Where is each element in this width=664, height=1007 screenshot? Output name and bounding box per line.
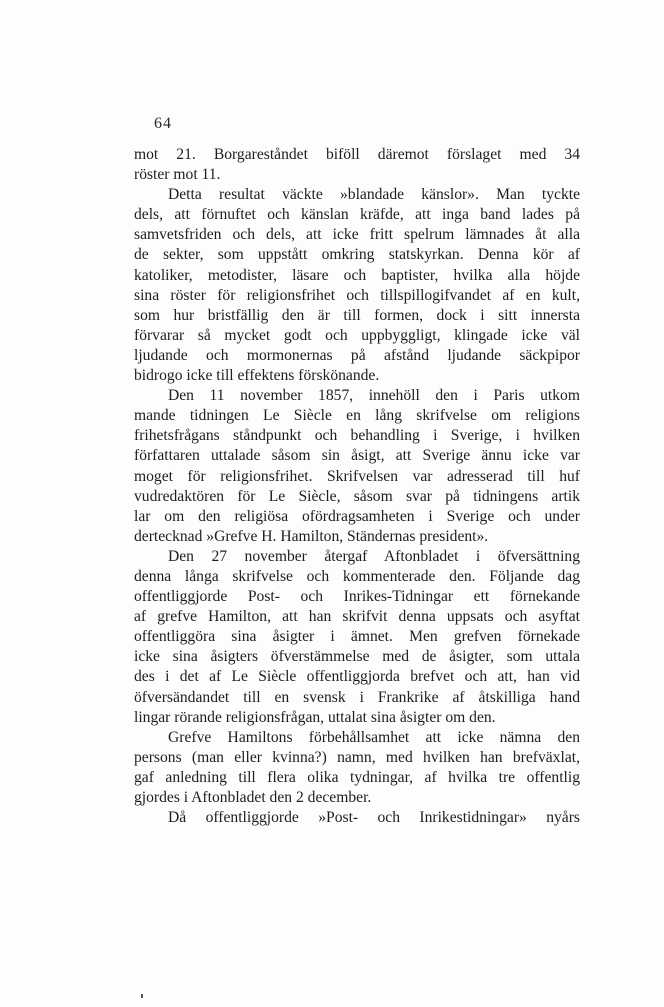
text-line: lar om den religiösa ofördragsamheten i Sverige och under (134, 507, 580, 525)
body-text (134, 145, 580, 828)
text-line: bidrogo icke till effektens förskönande. (134, 367, 380, 385)
text-line: gjordes i Aftonbladet den 2 december. (134, 789, 372, 806)
text-line: Detta resultat väckte »blandade känslor». Man tyckte (168, 186, 580, 204)
text-line: icke sina åsigters öfverstämmelse med de åsigter, som uttala (134, 648, 580, 666)
page-number: 64 (154, 115, 172, 132)
text-line: mande tidningen Le Siècle en lång skrifvelse om religions (134, 407, 580, 425)
text-line: dels, att förnuftet och känslan kräfde, att inga band lades på (134, 206, 580, 224)
text-line: offentliggjorde Post- och Inrikes-Tidningar ett förnekande (134, 588, 580, 606)
text-line: dertecknad »Grefve H. Hamilton, Ständernas president». (134, 527, 489, 545)
text-line: katoliker, metodister, läsare och baptister, hvilka alla höjde (134, 266, 580, 284)
text-line: vudredaktören för Le Siècle, såsom svar på tidningens artik (134, 487, 580, 505)
text-line: mot 21. Borgareståndet biföll däremot förslaget med 34 (134, 146, 580, 163)
text-line: röster mot 11. (134, 166, 221, 184)
text-line: offentliggöra sina åsigter i ämnet. Men grefven förnekade (134, 628, 580, 646)
text-line: öfversändandet till en svensk i Frankrike af åtskilliga hand (134, 688, 580, 706)
text-line: författaren uttalade såsom sin åsigt, att Sverige ännu icke var (134, 447, 580, 465)
text-line: Då offentliggjorde »Post- och Inrikestidningar» nyårs (168, 809, 580, 827)
scan-speck (141, 994, 143, 998)
text-line: sina röster för religionsfrihet och tillspillogifvandet af en kult, (134, 286, 580, 304)
text-line: moget för religionsfrihet. Skrifvelsen var adresserad till huf (134, 467, 580, 485)
text-line: des i det af Le Siècle offentliggjorda brefvet och att, han vid (134, 668, 580, 686)
text-line: denna långa skrifvelse och kommenterade den. Följande dag (134, 567, 580, 585)
text-line: lingar rörande religionsfrågan, uttalat sina åsigter om den. (134, 708, 496, 726)
text-line: Den 27 november återgaf Aftonbladet i öfversättning (168, 547, 580, 565)
text-line: de sekter, som uppstått omkring statskyrkan. Denna kör af (134, 246, 580, 264)
text-line: persons (man eller kvinna?) namn, med hvilken han brefväxlat, (134, 748, 580, 766)
text-line: gaf anledning till flera olika tydningar, af hvilka tre offentlig (134, 768, 580, 786)
text-line: Den 11 november 1857, innehöll den i Paris utkom (168, 387, 580, 405)
text-line: förvarar så mycket godt och uppbyggligt, klingade icke väl (134, 326, 580, 344)
text-line: frihetsfrågans ståndpunkt och behandling i Sverige, i hvilken (134, 427, 580, 445)
text-line: af grefve Hamilton, att han skrifvit denna uppsats och asyftat (134, 608, 580, 626)
text-line: som hur bristfällig den är till formen, dock i sitt innersta (134, 306, 580, 324)
text-line: Grefve Hamiltons förbehållsamhet att icke nämna den (168, 728, 580, 746)
text-line: ljudande och mormonernas på afstånd ljudande säckpipor (134, 346, 580, 364)
text-line: samvetsfriden och dels, att icke fritt spelrum lämnades åt alla (134, 226, 580, 244)
